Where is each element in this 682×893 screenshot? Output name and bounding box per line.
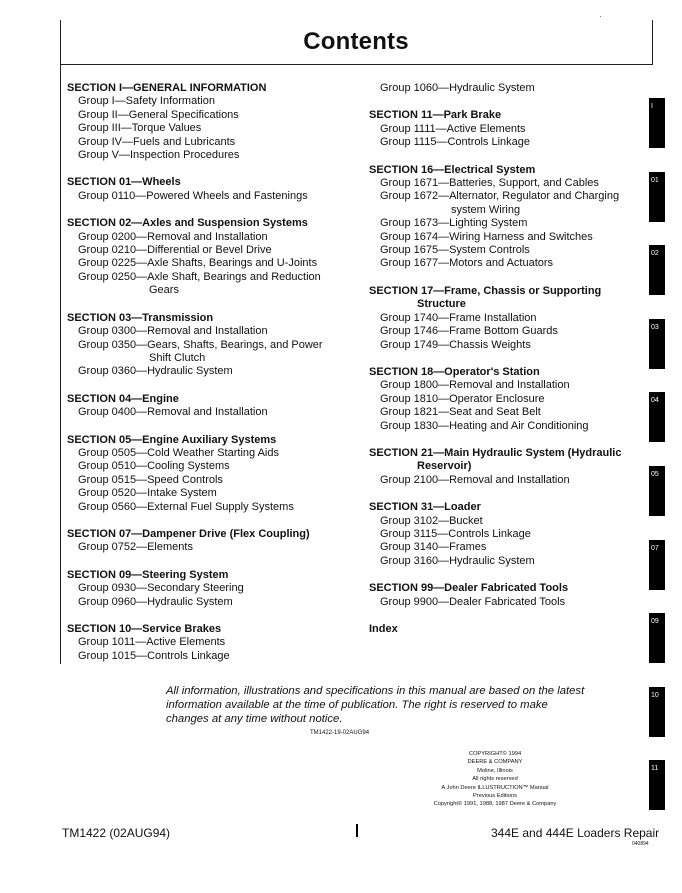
group-entry-text: Group 1673—Lighting System [380,217,528,230]
section-heading-text: SECTION 09—Steering System [67,568,229,581]
group-entry [67,244,367,257]
contents-section [369,82,644,95]
group-entry [67,487,367,500]
group-entry [67,541,367,554]
section-heading-text: SECTION 02—Axles and Suspension Systems [67,217,308,230]
group-entry [369,555,644,568]
group-entry-text: Group 0360—Hydraulic System [78,365,233,378]
group-entry [369,312,644,325]
group-entry-text: Group 0200—Removal and Installation [78,230,268,243]
section-heading-text: SECTION 05—Engine Auxiliary Systems [67,433,277,446]
group-entry-text: Group 0250—Axle Shaft, Bearings and Reduction [78,270,321,283]
group-entry-text: Group 1740—Frame Installation [380,311,537,324]
copyright-line: Moline, Illinois [477,767,513,774]
section-heading-text: SECTION 03—Transmission [67,311,214,324]
section-heading [369,447,644,474]
section-heading [369,623,644,636]
document-code: TM1422-19-02AUG94 [310,730,370,736]
group-entry-text: Group 1115—Controls Linkage [380,136,531,149]
group-entry [67,474,367,487]
group-entry-text: Group 0515—Speed Controls [78,473,223,486]
section-tab-07: 07 [649,540,665,590]
group-entry [369,136,644,149]
group-entry [369,474,644,487]
section-tab-04: 04 [649,392,665,442]
group-entry-text: Group 1111—Active Elements [380,122,526,135]
group-entry [67,447,367,460]
section-heading-text: SECTION 18—Operator's Station [369,365,540,378]
section-tab-10: 10 [649,687,665,737]
contents-section [67,393,367,420]
page-title: Contents [303,28,409,55]
group-entry-text: Group 3160—Hydraulic System [380,554,535,567]
scan-dot [600,16,601,17]
group-entry-text: Group 0960—Hydraulic System [78,595,233,608]
group-entry-text: Group 3140—Frames [380,541,487,554]
copyright-line: All rights reserved [472,776,518,783]
contents-right-column [369,82,644,650]
group-entry-text: Group IV—Fuels and Lubricants [78,135,236,148]
group-entry [67,406,367,419]
contents-section [369,109,644,149]
section-heading [369,501,644,514]
group-entry-text: Group 1677—Motors and Actuators [380,257,554,270]
section-heading [369,164,644,177]
group-entry [369,177,644,190]
group-entry-text: Group 0350—Gears, Shafts, Bearings, and Power [78,338,323,351]
section-heading [369,109,644,122]
section-heading-text: SECTION 16—Electrical System [369,163,536,176]
section-heading [67,623,367,636]
section-heading [67,528,367,541]
section-heading-text: SECTION 21—Main Hydraulic System (Hydraulic [369,446,622,459]
copyright-line: DEERE & COMPANY [467,759,523,766]
group-entry [67,325,367,338]
group-entry [67,136,367,149]
footer-center-mark [356,824,358,837]
group-entry [369,257,644,270]
group-entry [67,636,367,649]
group-entry [67,257,367,270]
group-entry-continuation: Shift Clutch [149,351,206,364]
group-entry-text: Group 1015—Controls Linkage [78,649,230,662]
group-entry [67,582,367,595]
frame-line-vertical [60,64,61,664]
footer-manual-title: 344E and 444E Loaders Repair [491,826,660,840]
group-entry [67,109,367,122]
footer-manual-id: TM1422 (02AUG94) [62,826,171,840]
contents-section [369,285,644,352]
contents-section [369,164,644,271]
footer-code: 040894 [632,841,649,847]
group-entry [369,217,644,230]
section-heading [67,176,367,189]
group-entry [369,244,644,257]
contents-section [369,582,644,609]
group-entry-text: Group 3115—Controls Linkage [380,527,531,540]
group-entry [369,406,644,419]
group-entry [369,515,644,528]
group-entry-text: Group 1830—Heating and Air Conditioning [380,419,589,432]
contents-section [369,623,644,636]
copyright-line: Previous Editions [473,793,517,800]
group-entry [67,650,367,663]
copyright-block [410,750,580,809]
group-entry-text: Group 3102—Bucket [380,514,483,527]
section-heading [67,393,367,406]
group-entry-text: Group 1060—Hydraulic System [380,82,535,94]
group-entry [369,82,644,95]
section-heading-continuation: Structure [417,298,466,311]
group-entry [67,190,367,203]
section-heading [67,217,367,230]
group-entry-continuation: system Wiring [451,203,521,216]
group-entry [67,95,367,108]
contents-section [369,501,644,568]
contents-section [369,366,644,433]
group-entry [67,231,367,244]
group-entry [369,190,644,217]
group-entry-text: Group 0510—Cooling Systems [78,460,230,473]
section-tab-11: 11 [649,760,665,810]
group-entry [67,122,367,135]
group-entry-continuation: Gears [149,284,179,297]
section-heading [369,285,644,312]
section-heading-text: SECTION 17—Frame, Chassis or Supporting [369,284,602,297]
group-entry-text: Group 1749—Chassis Weights [380,338,531,351]
contents-section [67,528,367,555]
group-entry-text: Group III—Torque Values [78,122,202,135]
group-entry-text: Group 1810—Operator Enclosure [380,392,545,405]
group-entry-text: Group 0930—Secondary Steering [78,582,244,595]
section-heading-text: SECTION 11—Park Brake [369,109,502,122]
group-entry-text: Group 0110—Powered Wheels and Fastenings [78,189,308,202]
section-heading [67,569,367,582]
section-heading-text: SECTION 01—Wheels [67,176,181,189]
group-entry [369,231,644,244]
group-entry [369,123,644,136]
group-entry-text: Group 1675—System Controls [380,244,530,257]
group-entry-text: Group V—Inspection Procedures [78,149,240,162]
section-heading-text: SECTION 99—Dealer Fabricated Tools [369,582,569,595]
section-heading-continuation: Reservoir) [417,460,472,473]
section-heading [67,434,367,447]
group-entry [369,379,644,392]
section-heading-text: SECTION I—GENERAL INFORMATION [67,82,267,94]
group-entry [369,528,644,541]
copyright-line: COPYRIGHT© 1994 [468,751,522,757]
section-tabs [649,0,665,893]
group-entry [369,596,644,609]
section-tab-09: 09 [649,613,665,663]
section-heading-text: SECTION 04—Engine [67,392,179,405]
contents-section [67,217,367,297]
section-heading-text: SECTION 31—Loader [369,501,481,514]
group-entry [67,501,367,514]
group-entry-text: Group 2100—Removal and Installation [380,473,570,486]
contents-section [67,176,367,203]
section-heading-text: SECTION 10—Service Brakes [67,623,222,635]
group-entry-text: Group 1672—Alternator, Regulator and Charging [380,190,620,203]
group-entry-text: Group II—General Specifications [78,108,239,121]
group-entry-text: Group 1011—Active Elements [78,636,226,649]
frame-line-horizontal [60,64,653,65]
group-entry-text: Group 1671—Batteries, Support, and Cables [380,177,599,190]
group-entry [369,393,644,406]
group-entry-text: Group 0560—External Fuel Supply Systems [78,500,294,513]
contents-section [67,434,367,514]
group-entry [67,339,367,366]
section-tab-05: 05 [649,466,665,516]
group-entry-text: Group 0210—Differential or Bevel Drive [78,244,272,257]
contents-section [67,569,367,609]
section-tab-02: 02 [649,245,665,295]
group-entry-text: Group 0520—Intake System [78,487,217,500]
copyright-line: Copyright© 1991, 1988, 1987 Deere & Company [433,801,557,808]
section-heading [67,312,367,325]
group-entry-text: Group 1821—Seat and Seat Belt [380,406,541,419]
section-heading-text: SECTION 07—Dampener Drive (Flex Coupling) [67,527,310,540]
section-heading [369,366,644,379]
group-entry [67,365,367,378]
section-tab-01: 01 [649,172,665,222]
contents-section [369,447,644,487]
group-entry [369,420,644,433]
section-tab-i: I [649,98,665,148]
group-entry [67,149,367,162]
group-entry [369,541,644,554]
group-entry-text: Group 0505—Cold Weather Starting Aids [78,446,279,459]
group-entry [369,325,644,338]
group-entry-text: Group 0300—Removal and Installation [78,325,268,338]
copyright-line: A John Deere ILLUSTRUCTION™ Manual [441,784,549,791]
group-entry-text: Group 1746—Frame Bottom Guards [380,325,558,338]
section-heading-text: Index [369,623,398,635]
group-entry [67,271,367,298]
disclaimer: All information, illustrations and specifications in this manual are based on the latest information available at the time of publication. The right is reserved to make changes at any time without notice. [166,685,585,725]
group-entry-text: Group 9900—Dealer Fabricated Tools [380,595,566,608]
group-entry-text: Group 0752—Elements [78,541,193,554]
group-entry [369,339,644,352]
group-entry-text: Group I—Safety Information [78,95,215,108]
contents-left-column [67,82,367,677]
group-entry [67,596,367,609]
section-tab-03: 03 [649,319,665,369]
contents-section [67,623,367,663]
contents-section [67,312,367,379]
contents-section [67,82,367,162]
group-entry-text: Group 0400—Removal and Installation [78,406,268,419]
group-entry-text: Group 1800—Removal and Installation [380,379,570,392]
group-entry-text: Group 0225—Axle Shafts, Bearings and U-Joints [78,257,318,270]
section-heading [67,82,367,95]
section-heading [369,582,644,595]
group-entry-text: Group 1674—Wiring Harness and Switches [380,230,593,243]
group-entry [67,460,367,473]
